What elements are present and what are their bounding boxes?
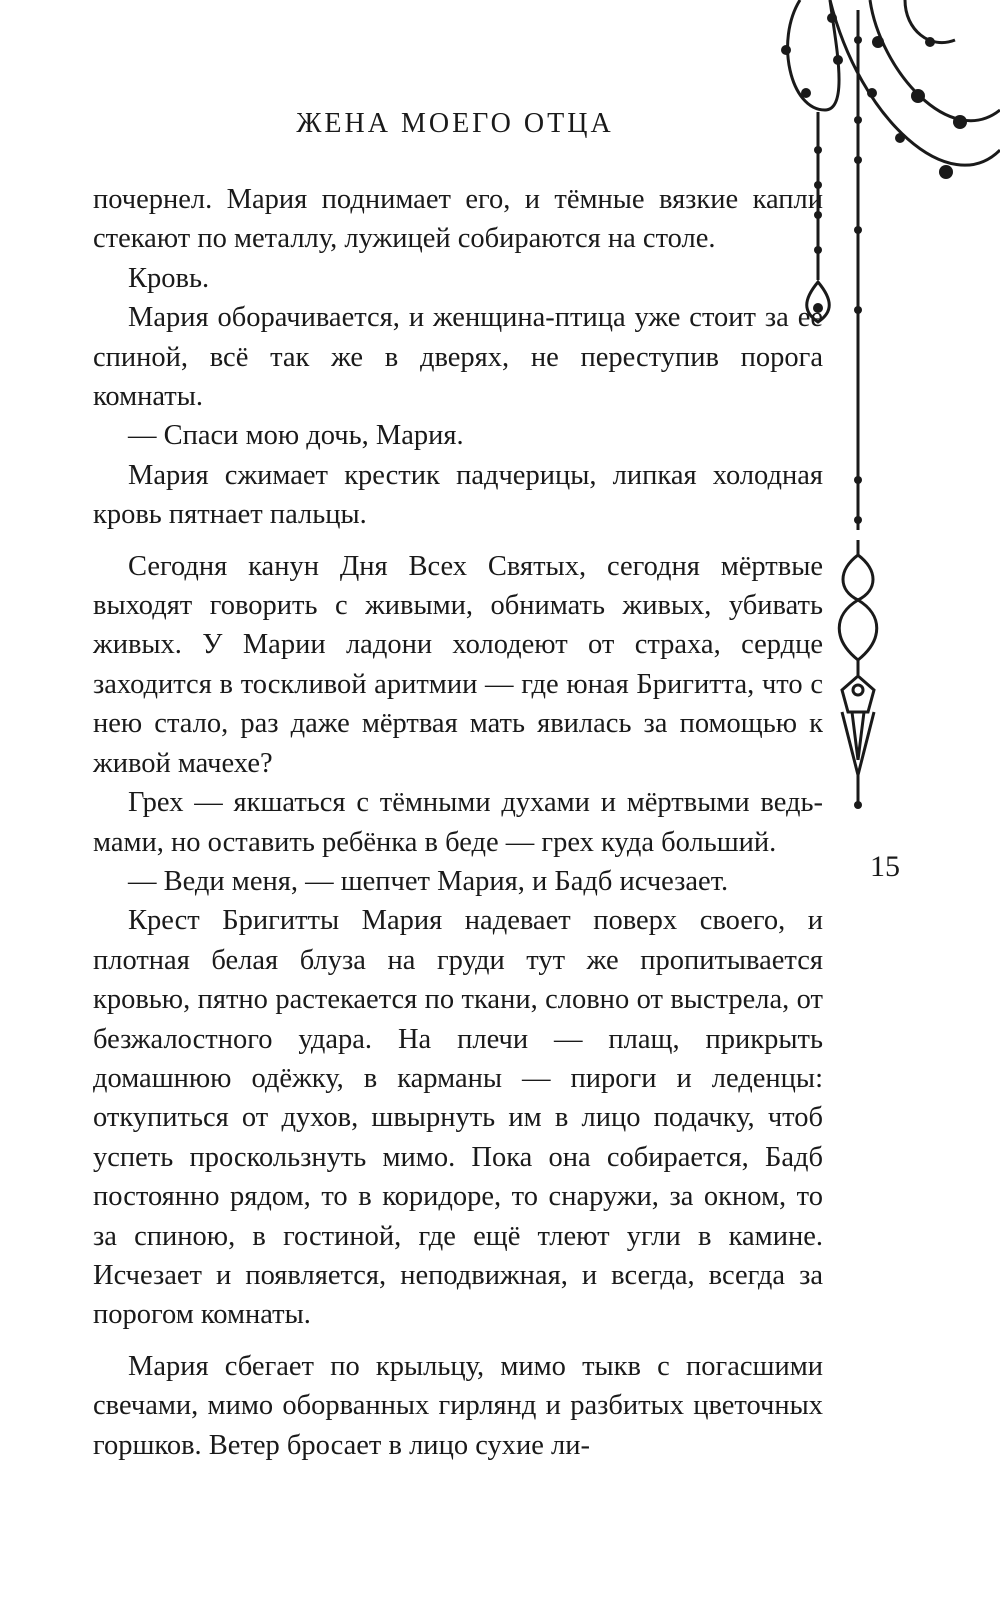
paragraph: Крест Бригитты Мария надевает поверх своего, и плотная белая блуза на груди тут же пропитывается кровью, пятно растекается по ткани, словно от выстрела, от безжалостного удара. На плечи — плащ, прикрыть домашнюю одёжку, в карманы — пироги и леденцы: откупиться от духов, швырнуть им в лицо подачку, чтоб успеть проскользнуть мимо. Пока она собирается, Бадб постоянно рядом, то в коридоре, то снаружи, за окном, то за спиною, в гостиной, где ещё тлеют угли в камине. Исчезает и появляется, неподвижная, и всегда, всегда за порогом комнаты.	[93, 905, 823, 1331]
running-title: ЖЕНА МОЕГО ОТЦА	[296, 108, 614, 139]
paragraph: — Веди меня, — шепчет Мария, и Бадб исчезает.	[128, 865, 729, 897]
body-text	[93, 180, 823, 1465]
paragraph: Мария сбегает по крыльцу, мимо тыкв с погасшими свечами, мимо оборванных гирлянд и разбитых цветочных горшков. Ветер бросает в лицо сухие ли-	[93, 1350, 823, 1461]
paragraph: Мария сжимает крестик падчерицы, липкая холодная кровь пятнает пальцы.	[93, 459, 823, 531]
paragraph: Сегодня канун Дня Всех Святых, сегодня мёртвые выходят говорить с живыми, обнимать живых, убивать живых. У Марии ладони холодеют от страха, сердце заходится в тоскливой аритмии — где юная Бригитта, что с нею стало, раз даже мёртвая мать явилась за помощью к живой мачехе?	[93, 550, 823, 779]
paragraph: Кровь.	[128, 262, 210, 294]
paragraph: Мария оборачивается, и женщина-птица уже стоит за её спиной, всё так же в дверях, не переступив порога комнаты.	[93, 302, 823, 413]
paragraph: Грех — якшаться с тёмными духами и мёртвыми ведьмами, но оставить ребёнка в беде — грех куда больший.	[93, 787, 823, 858]
page-number: 15	[870, 850, 900, 883]
paragraph: — Спаси мою дочь, Мария.	[128, 420, 464, 452]
paragraph: почернел. Мария поднимает его, и тёмные вязкие капли стекают по металлу, лужицей собираются на столе.	[93, 184, 823, 255]
